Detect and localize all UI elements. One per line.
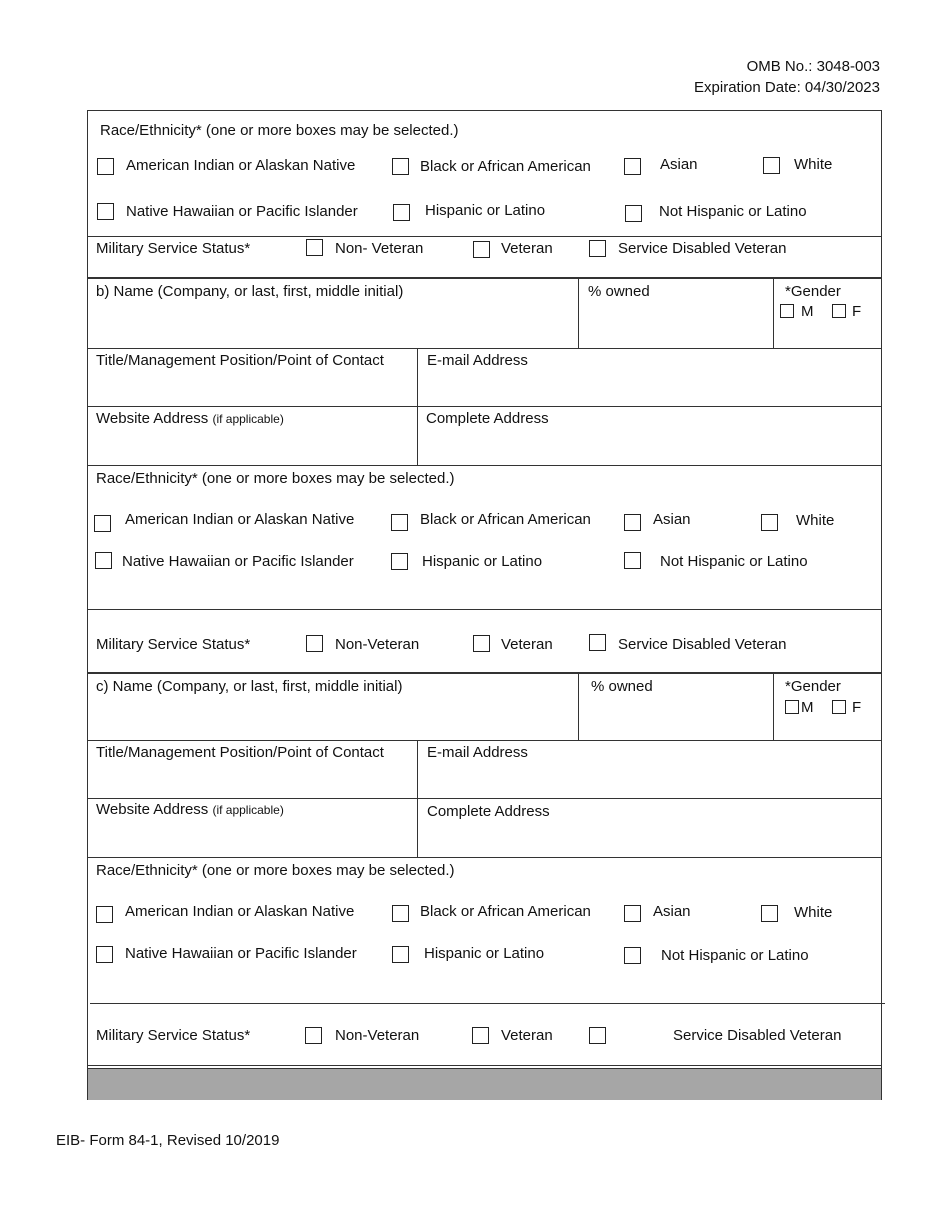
owner-c-email-label: E-mail Address <box>427 744 528 761</box>
checkbox-c-non-veteran[interactable] <box>305 1027 322 1044</box>
label-a-asian: Asian <box>660 156 698 173</box>
label-c-asian: Asian <box>653 903 691 920</box>
owner-c-title-label: Title/Management Position/Point of Contact <box>96 744 384 761</box>
checkbox-b-american-indian[interactable] <box>94 515 111 532</box>
owner-b-title-label: Title/Management Position/Point of Contact <box>96 352 384 369</box>
label-c-native-hawaiian: Native Hawaiian or Pacific Islander <box>125 945 357 962</box>
label-b-american-indian: American Indian or Alaskan Native <box>125 511 355 528</box>
label-c-gender-f: F <box>852 699 862 716</box>
checkbox-c-gender-m[interactable] <box>785 700 799 714</box>
checkbox-c-not-hispanic[interactable] <box>624 947 641 964</box>
label-a-white: White <box>794 156 833 173</box>
label-a-non-veteran: Non- Veteran <box>335 240 424 257</box>
race-heading-b: Race/Ethnicity* (one or more boxes may be selected.) <box>96 470 455 487</box>
checkbox-c-gender-f[interactable] <box>832 700 846 714</box>
label-a-military-status: Military Service Status* <box>96 240 251 257</box>
label-b-service-disabled: Service Disabled Veteran <box>618 636 787 653</box>
checkbox-c-black[interactable] <box>392 905 409 922</box>
divider <box>578 674 579 740</box>
label-c-black: Black or African American <box>420 903 591 920</box>
divider <box>88 857 881 858</box>
owner-b-gender-label: *Gender <box>785 283 841 300</box>
race-heading-c: Race/Ethnicity* (one or more boxes may be selected.) <box>96 862 455 879</box>
owner-c-website-label: Website Address (if applicable) <box>96 801 284 818</box>
owner-c-name-label: c) Name (Company, or last, first, middle initial) <box>96 678 403 695</box>
checkbox-b-gender-f[interactable] <box>832 304 846 318</box>
label-b-hispanic: Hispanic or Latino <box>422 553 543 570</box>
label-b-white: White <box>796 512 835 529</box>
label-c-white: White <box>794 904 833 921</box>
owner-b-name-label: b) Name (Company, or last, first, middle initial) <box>96 283 404 300</box>
divider <box>90 1003 885 1004</box>
owner-b-address-label: Complete Address <box>426 410 549 427</box>
divider <box>578 279 579 348</box>
checkbox-a-hispanic[interactable] <box>393 204 410 221</box>
checkbox-b-service-disabled[interactable] <box>589 634 606 651</box>
checkbox-b-white[interactable] <box>761 514 778 531</box>
label-a-american-indian: American Indian or Alaskan Native <box>126 157 356 174</box>
checkbox-a-not-hispanic[interactable] <box>625 205 642 222</box>
checkbox-a-native-hawaiian[interactable] <box>97 203 114 220</box>
owner-b-percent-owned-label: % owned <box>588 283 650 300</box>
owner-b-website-label: Website Address (if applicable) <box>96 410 284 427</box>
label-b-gender-f: F <box>852 303 862 320</box>
checkbox-b-asian[interactable] <box>624 514 641 531</box>
checkbox-b-native-hawaiian[interactable] <box>95 552 112 569</box>
label-c-service-disabled: Service Disabled Veteran <box>673 1027 842 1044</box>
label-a-veteran: Veteran <box>501 240 553 257</box>
form-identifier: EIB- Form 84-1, Revised 10/2019 <box>56 1132 280 1149</box>
divider <box>88 672 881 674</box>
omb-number: OMB No.: 3048-003 <box>746 58 880 75</box>
checkbox-b-not-hispanic[interactable] <box>624 552 641 569</box>
label-a-service-disabled: Service Disabled Veteran <box>618 240 787 257</box>
owner-b-email-label: E-mail Address <box>427 352 528 369</box>
checkbox-b-black[interactable] <box>391 514 408 531</box>
label-b-veteran: Veteran <box>501 636 553 653</box>
owner-c-address-label: Complete Address <box>427 803 550 820</box>
expiration-date: Expiration Date: 04/30/2023 <box>694 79 880 96</box>
divider <box>88 798 881 799</box>
divider <box>417 740 418 858</box>
checkbox-c-veteran[interactable] <box>472 1027 489 1044</box>
checkbox-b-gender-m[interactable] <box>780 304 794 318</box>
shaded-footer-row <box>88 1068 881 1100</box>
divider <box>88 277 881 279</box>
checkbox-c-native-hawaiian[interactable] <box>96 946 113 963</box>
divider <box>88 348 881 349</box>
label-a-hispanic: Hispanic or Latino <box>425 202 546 219</box>
checkbox-b-veteran[interactable] <box>473 635 490 652</box>
checkbox-a-american-indian[interactable] <box>97 158 114 175</box>
label-b-native-hawaiian: Native Hawaiian or Pacific Islander <box>122 553 354 570</box>
label-b-military-status: Military Service Status* <box>96 636 251 653</box>
label-b-black: Black or African American <box>420 511 591 528</box>
checkbox-b-non-veteran[interactable] <box>306 635 323 652</box>
label-a-black: Black or African American <box>420 158 591 175</box>
checkbox-c-hispanic[interactable] <box>392 946 409 963</box>
label-c-hispanic: Hispanic or Latino <box>424 945 545 962</box>
checkbox-a-non-veteran[interactable] <box>306 239 323 256</box>
checkbox-a-white[interactable] <box>763 157 780 174</box>
divider <box>88 465 881 466</box>
divider <box>88 1065 881 1066</box>
checkbox-b-hispanic[interactable] <box>391 553 408 570</box>
label-c-military-status: Military Service Status* <box>96 1027 251 1044</box>
checkbox-c-american-indian[interactable] <box>96 906 113 923</box>
label-c-veteran: Veteran <box>501 1027 553 1044</box>
checkbox-a-service-disabled[interactable] <box>589 240 606 257</box>
divider <box>88 236 881 237</box>
divider <box>773 674 774 740</box>
race-heading-a: Race/Ethnicity* (one or more boxes may be selected.) <box>100 122 459 139</box>
checkbox-a-black[interactable] <box>392 158 409 175</box>
divider <box>88 609 881 610</box>
checkbox-c-service-disabled[interactable] <box>589 1027 606 1044</box>
owner-c-gender-label: *Gender <box>785 678 841 695</box>
label-a-not-hispanic: Not Hispanic or Latino <box>659 203 807 220</box>
label-b-gender-m: M <box>801 303 814 320</box>
label-c-non-veteran: Non-Veteran <box>335 1027 420 1044</box>
label-a-native-hawaiian: Native Hawaiian or Pacific Islander <box>126 203 358 220</box>
label-b-asian: Asian <box>653 511 691 528</box>
label-b-non-veteran: Non-Veteran <box>335 636 420 653</box>
checkbox-c-asian[interactable] <box>624 905 641 922</box>
owner-c-percent-owned-label: % owned <box>591 678 653 695</box>
divider <box>88 740 881 741</box>
label-c-not-hispanic: Not Hispanic or Latino <box>661 947 809 964</box>
label-b-not-hispanic: Not Hispanic or Latino <box>660 553 808 570</box>
label-c-gender-m: M <box>801 699 814 716</box>
divider <box>773 279 774 348</box>
checkbox-c-white[interactable] <box>761 905 778 922</box>
divider <box>88 406 881 407</box>
checkbox-a-asian[interactable] <box>624 158 641 175</box>
label-c-american-indian: American Indian or Alaskan Native <box>125 903 355 920</box>
checkbox-a-veteran[interactable] <box>473 241 490 258</box>
